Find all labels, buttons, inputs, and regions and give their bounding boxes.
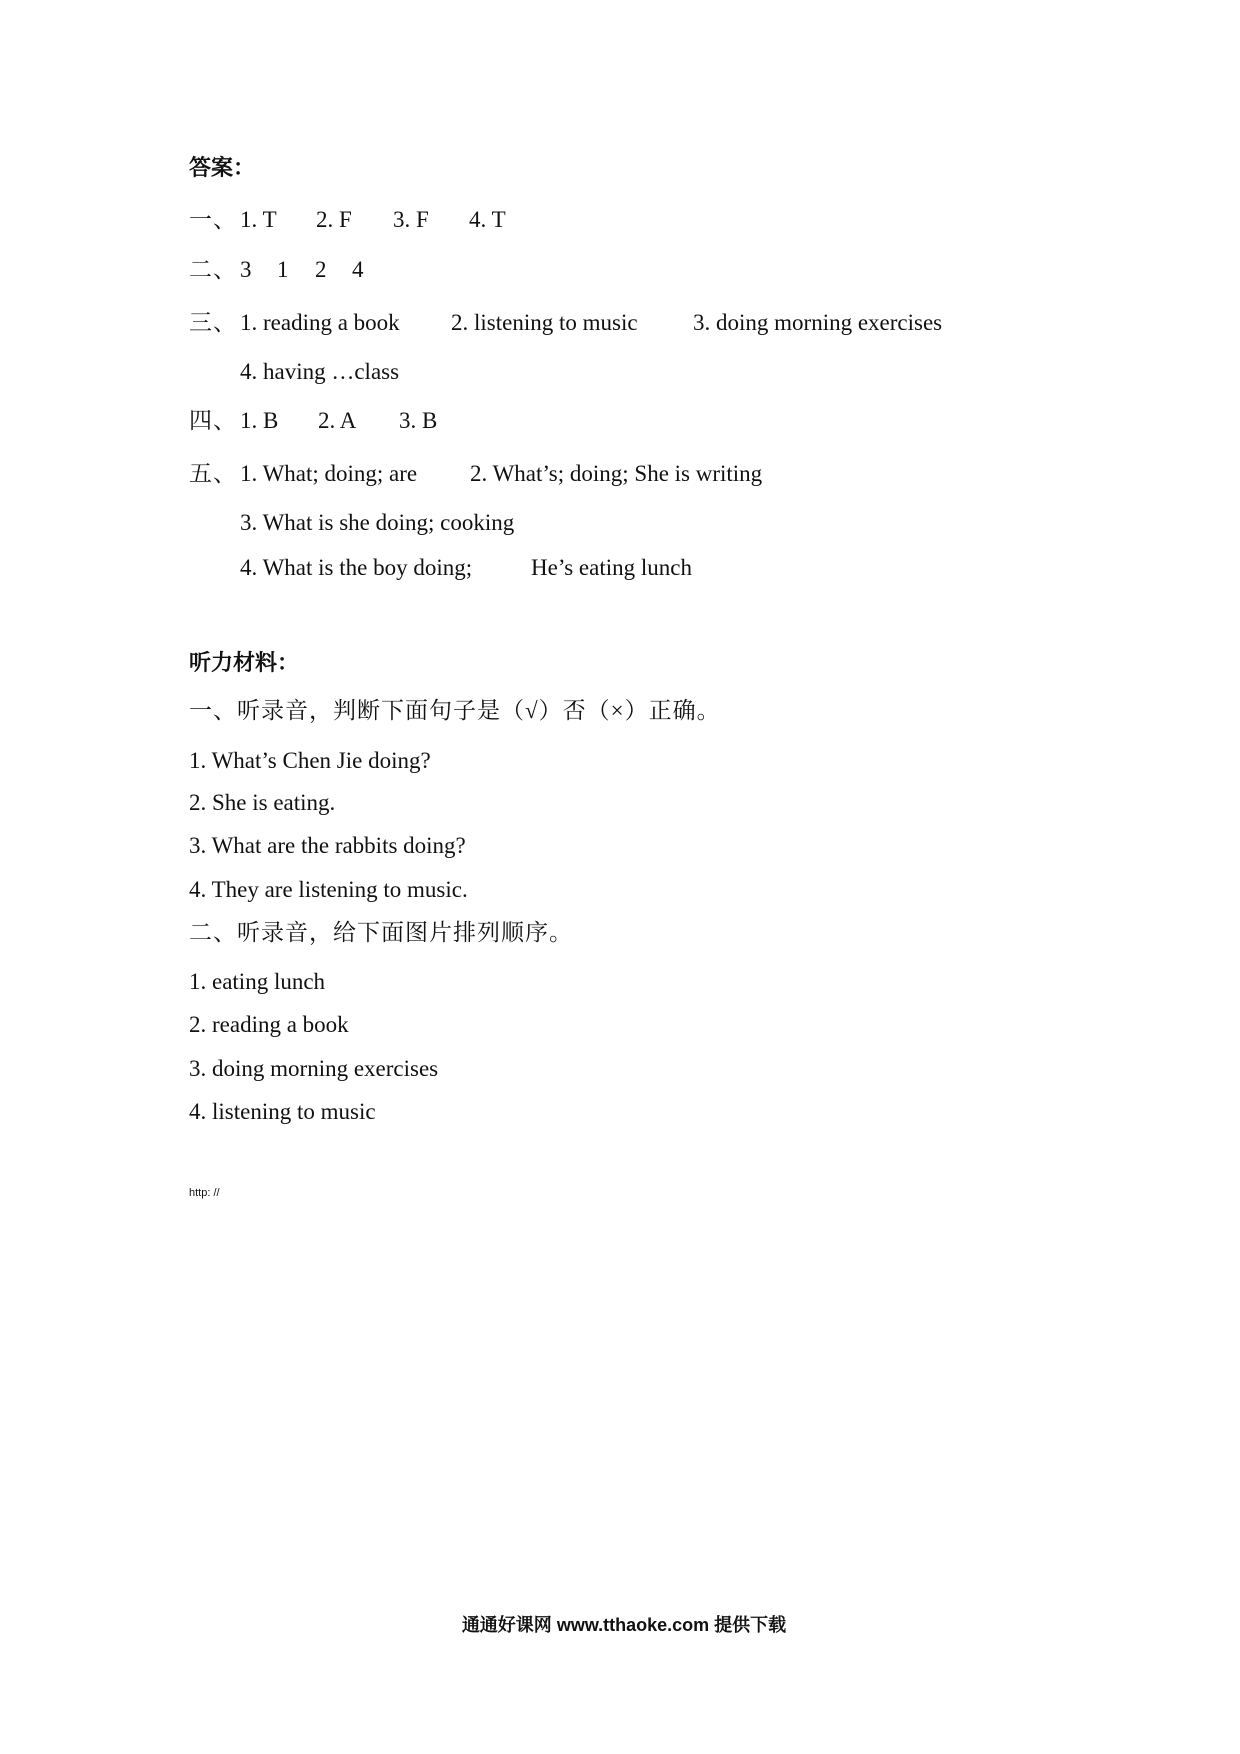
listening-part2-item: 3. doing morning exercises (189, 1056, 439, 1081)
listening-part2-item: 1. eating lunch (189, 969, 326, 994)
answers-part4-item: 3. B (399, 408, 438, 433)
answers-part3-item: 3. doing morning exercises (693, 310, 943, 335)
answers-part3-label: 三、 (189, 310, 237, 335)
answers-part1-item: 1. T (240, 207, 277, 232)
listening-part2-instruction: 二、听录音，给下面图片排列顺序。 (189, 920, 573, 945)
answers-part1-label: 一、 (189, 207, 237, 232)
answers-part4-item: 1. B (240, 408, 279, 433)
answers-part3-item: 1. reading a book (240, 310, 400, 335)
answers-part4-label: 四、 (189, 408, 237, 433)
answers-part5-label: 五、 (189, 461, 237, 486)
listening-part1-item: 2. She is eating. (189, 790, 336, 815)
answers-part2-item: 4 (352, 257, 364, 282)
answers-part2-item: 3 (240, 257, 252, 282)
answers-part3-item: 2. listening to music (451, 310, 638, 335)
answers-part2-item: 1 (277, 257, 289, 282)
answers-part3-item: 4. having …class (240, 359, 400, 384)
answers-part5-item: 3. What is she doing; cooking (240, 510, 515, 535)
answers-part5-item: 4. What is the boy doing; (240, 555, 473, 580)
listening-part1-item: 4. They are listening to music. (189, 877, 468, 902)
answers-part4-item: 2. A (318, 408, 357, 433)
answers-part2-label: 二、 (189, 257, 237, 282)
listening-part2-item: 4. listening to music (189, 1099, 376, 1124)
answers-heading: 答案： (189, 156, 256, 181)
listening-part2-item: 2. reading a book (189, 1012, 349, 1037)
answers-part1-item: 2. F (316, 207, 352, 232)
answers-part5-item: 2. What’s; doing; She is writing (470, 461, 763, 486)
listening-part1-item: 3. What are the rabbits doing? (189, 833, 466, 858)
answers-part2-item: 2 (315, 257, 327, 282)
listening-part1-instruction: 一、听录音，判断下面句子是（√）否（×）正确。 (189, 698, 721, 723)
answers-part5-item: 1. What; doing; are (240, 461, 418, 486)
answers-part1-item: 4. T (469, 207, 506, 232)
listening-heading: 听力材料： (189, 651, 300, 676)
answers-part5-item: He’s eating lunch (531, 555, 692, 580)
listening-part1-item: 1. What’s Chen Jie doing? (189, 748, 431, 773)
http-link-text: http: // (189, 1187, 220, 1199)
page-footer: 通通好课网 www.tthaoke.com 提供下载 (461, 1615, 787, 1635)
answers-part1-item: 3. F (393, 207, 429, 232)
